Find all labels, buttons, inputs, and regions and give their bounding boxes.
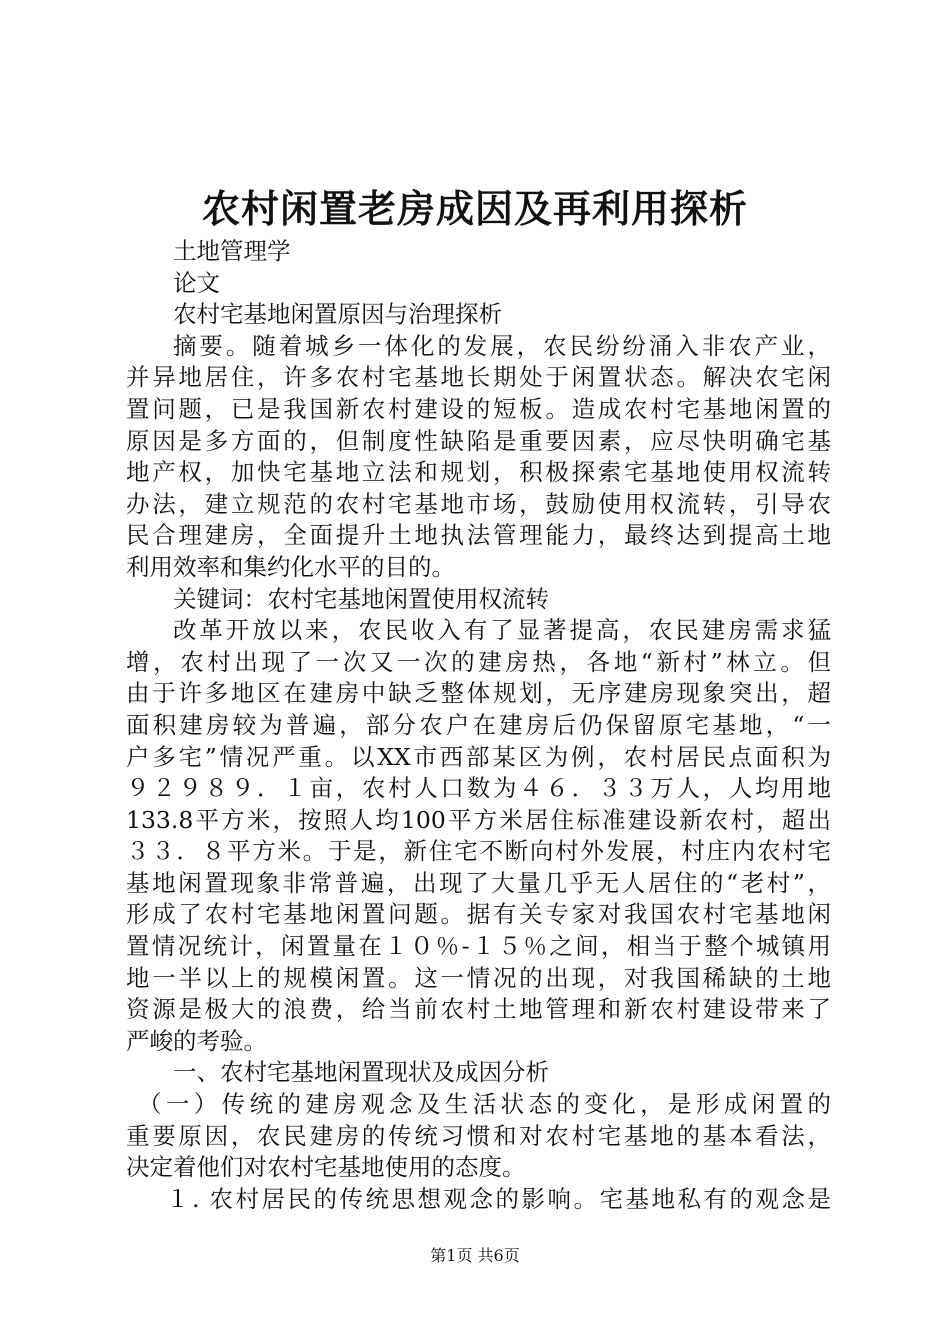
text-line: ９２９８９．１亩，农村人口数为４６．３３万人，人均用地 bbox=[126, 774, 831, 803]
text-line: 利用效率和集约化水平的目的。 bbox=[126, 552, 455, 581]
document-body bbox=[126, 236, 831, 1215]
text-line: 面积建房较为普遍，部分农户在建房后仍保留原宅基地，“一 bbox=[126, 710, 831, 739]
text-line: 133.8平方米，按照人均100平方米居住标准建设新农村，超出 bbox=[126, 805, 831, 834]
text-line: 由于许多地区在建房中缺乏整体规划，无序建房现象突出，超 bbox=[126, 679, 831, 708]
text-line: 并异地居住，许多农村宅基地长期处于闲置状态。解决农宅闲 bbox=[126, 363, 831, 392]
text-line: 重要原因，农民建房的传统习惯和对农村宅基地的基本看法， bbox=[126, 1121, 831, 1150]
text-line: 办法，建立规范的农村宅基地市场，鼓励使用权流转，引导农 bbox=[126, 489, 831, 518]
text-line: 原因是多方面的，但制度性缺陷是重要因素，应尽快明确宅基 bbox=[126, 426, 831, 455]
text-line: 形成了农村宅基地闲置问题。据有关专家对我国农村宅基地闲 bbox=[126, 900, 831, 929]
text-line: 增，农村出现了一次又一次的建房热，各地“新村”林立。但 bbox=[126, 647, 831, 676]
text-line: （一）传统的建房观念及生活状态的变化，是形成闲置的 bbox=[138, 1090, 831, 1119]
page-title: 农村闲置老房成因及再利用探析 bbox=[201, 186, 748, 231]
text-line: 民合理建房，全面提升土地执法管理能力，最终达到提高土地 bbox=[126, 521, 831, 550]
text-line: 资源是极大的浪费，给当前农村土地管理和新农村建设带来了 bbox=[126, 995, 831, 1024]
page-footer bbox=[0, 1246, 950, 1266]
text-line: 地一半以上的规模闲置。这一情况的出现，对我国稀缺的土地 bbox=[126, 963, 831, 992]
text-line: 土地管理学 bbox=[173, 237, 291, 265]
text-line: ３３．８平方米。于是，新住宅不断向村外发展，村庄内农村宅 bbox=[126, 837, 831, 866]
text-line: 基地闲置现象非常普遍，出现了大量几乎无人居住的“老村”， bbox=[126, 868, 831, 897]
page-indicator: 第1页 共6页 bbox=[430, 1246, 520, 1265]
section-heading: 一、农村宅基地闲置现状及成因分析 bbox=[173, 1058, 549, 1087]
text-line: 户多宅”情况严重。以XX市西部某区为例，农村居民点面积为 bbox=[126, 742, 831, 771]
text-line: 关键词：农村宅基地闲置使用权流转 bbox=[173, 584, 549, 613]
text-line: 地产权，加快宅基地立法和规划，积极探索宅基地使用权流转 bbox=[126, 458, 831, 487]
text-line: 决定着他们对农村宅基地使用的态度。 bbox=[126, 1153, 526, 1182]
text-line: 改革开放以来，农民收入有了显著提高，农民建房需求猛 bbox=[173, 616, 831, 645]
text-line: 置问题，已是我国新农村建设的短板。造成农村宅基地闲置的 bbox=[126, 394, 831, 423]
text-line: 置情况统计，闲置量在１０％-１５％之间，相当于整个城镇用 bbox=[126, 932, 831, 961]
text-line: 论文 bbox=[173, 268, 220, 297]
text-line: １. 农村居民的传统思想观念的影响。宅基地私有的观念是 bbox=[166, 1184, 831, 1213]
text-line: 农村宅基地闲置原因与治理探析 bbox=[173, 300, 502, 329]
text-line: 摘要。随着城乡一体化的发展，农民纷纷涌入非农产业， bbox=[173, 331, 831, 360]
text-line: 严峻的考验。 bbox=[126, 1026, 267, 1055]
